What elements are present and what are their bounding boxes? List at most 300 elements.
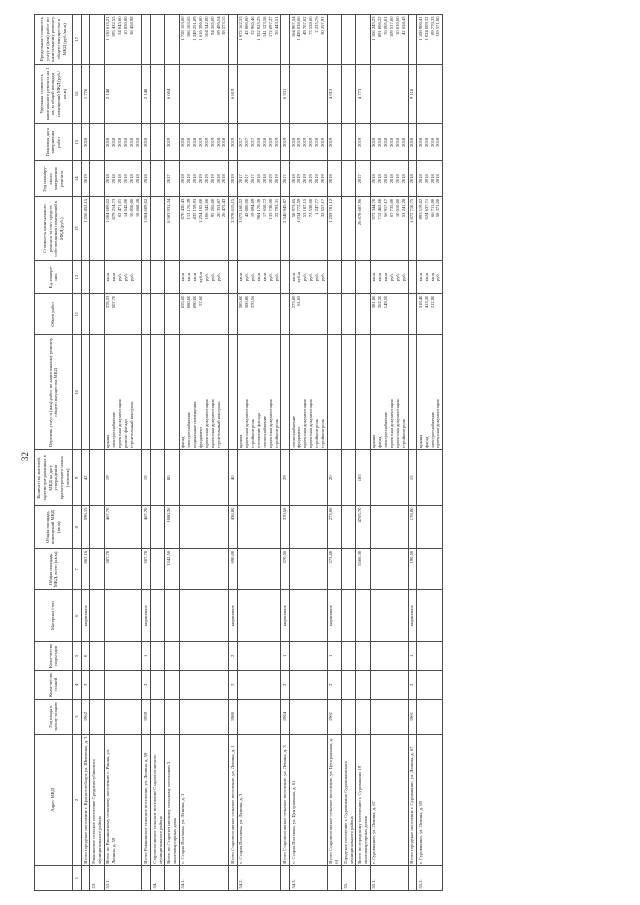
row-residents bbox=[416, 450, 442, 506]
row-work-types-line: проектная документация bbox=[203, 399, 209, 448]
row-work-types-line: фундамент bbox=[296, 426, 302, 448]
row-max-cost-line: 94 265,00 bbox=[209, 16, 215, 35]
row-unit bbox=[408, 261, 416, 294]
row-premises-area: 178,80 bbox=[408, 506, 416, 549]
row-plan-year bbox=[281, 161, 289, 197]
row-address: Итого городское поселение г. Суровикино, ул. Ленина, д. 67 bbox=[408, 734, 416, 866]
row-work-types-line: проектная документация bbox=[389, 399, 395, 448]
row-year bbox=[150, 699, 164, 734]
row-work-types-line: кровля bbox=[238, 434, 244, 448]
row-work-types bbox=[327, 335, 341, 450]
row-work-types-line: фасад bbox=[377, 436, 383, 448]
row-entrances bbox=[416, 641, 442, 670]
header-cell: Год ввода в эксплу-атацию bbox=[35, 699, 73, 734]
row-cost-line: 20 353,87 bbox=[215, 198, 221, 218]
row-volume bbox=[229, 294, 237, 335]
row-residents bbox=[289, 450, 327, 506]
row-end-date-line: 2019 bbox=[319, 137, 325, 147]
row-unit-line: кв.м bbox=[377, 272, 383, 282]
row-work-types-line: теплоснабжение bbox=[261, 415, 267, 448]
row-unit-line: руб. bbox=[244, 273, 250, 282]
row-max-cost-line: 54 045,00 bbox=[117, 16, 123, 35]
row-volume-line: 507,70 bbox=[111, 295, 117, 309]
row-plan-year bbox=[81, 161, 89, 197]
row-total-area bbox=[416, 549, 442, 590]
row-entrances: 1 bbox=[408, 641, 416, 670]
row-volume-line: 500,80 bbox=[244, 295, 250, 309]
row-max-cost bbox=[165, 15, 179, 65]
row-work-types-line: проектная документация bbox=[302, 399, 308, 448]
row-unit-cost: 6 331 bbox=[281, 64, 289, 124]
row-end-date-line: 2018 bbox=[180, 137, 186, 147]
row-plan-year bbox=[150, 161, 164, 197]
row-year bbox=[237, 699, 281, 734]
row-max-cost bbox=[341, 15, 355, 65]
row-plan-year-line: 2018 bbox=[122, 174, 128, 184]
row-address: с. Старая Полтавка, ул. Ленина, д. 1 bbox=[179, 734, 229, 866]
row-residents: 20 bbox=[327, 450, 341, 506]
row-max-cost-line: 109 517,00 bbox=[389, 16, 395, 38]
table-row bbox=[150, 15, 164, 891]
row-total-area: 370,56 bbox=[281, 549, 289, 590]
row-total-area: 1342,56 bbox=[165, 549, 179, 590]
row-max-cost bbox=[370, 15, 408, 65]
row-wall-material bbox=[370, 590, 408, 641]
row-max-cost bbox=[90, 15, 104, 65]
row-wall-material bbox=[165, 590, 179, 641]
row-entrances bbox=[150, 641, 164, 670]
row-plan-year-line: 2018 bbox=[417, 174, 423, 184]
row-end-date bbox=[229, 124, 237, 161]
row-cost-line: 984 170,30 bbox=[256, 198, 262, 220]
row-address: с. Старая Полтавка, ул. Ленина, д. 3 bbox=[237, 734, 281, 866]
row-premises-area: 273,00 bbox=[327, 506, 341, 549]
row-unit-cost bbox=[150, 64, 164, 124]
table-row bbox=[327, 15, 341, 891]
row-end-date bbox=[104, 124, 142, 161]
row-premises-area bbox=[179, 506, 229, 549]
row-volume-line: 378,53 bbox=[105, 295, 111, 309]
table-row bbox=[370, 15, 408, 891]
row-work-types-line: стройконтроль bbox=[273, 419, 279, 448]
row-end-date-line: 2018 bbox=[261, 137, 267, 147]
row-end-date-line: 2018 bbox=[105, 137, 111, 147]
row-max-cost-line: 76 005,01 bbox=[383, 16, 389, 35]
row-wall-material: кирпичное bbox=[408, 590, 416, 641]
row-cost-line: 972 344,70 bbox=[371, 198, 377, 220]
row-plan-year bbox=[341, 161, 355, 197]
row-total-area: 867,16 bbox=[81, 549, 89, 590]
row-max-cost-line: 30 257,91 bbox=[319, 16, 325, 35]
row-number bbox=[165, 866, 179, 891]
header-cell: Предельная стоимость услуг и (или) работ по капитальному ремонту общего имущества в МКД (руб./кв.м) bbox=[35, 15, 73, 65]
row-unit-cost bbox=[341, 64, 355, 124]
table-row bbox=[229, 15, 237, 891]
row-max-cost bbox=[408, 15, 416, 65]
row-cost-line: 95 265,00 bbox=[209, 198, 215, 218]
row-end-date-line: 2018 bbox=[377, 137, 383, 147]
row-cost-line: 18 668,28 bbox=[134, 198, 140, 218]
row-volume bbox=[416, 294, 442, 335]
row-cost bbox=[289, 197, 327, 261]
row-plan-year-line: 2019 bbox=[302, 174, 308, 184]
row-work-types-line: теплоснабжение bbox=[290, 415, 296, 448]
table-row bbox=[90, 15, 104, 891]
row-cost-line: 17 658,72 bbox=[261, 198, 267, 218]
column-number: 7 bbox=[72, 549, 81, 590]
row-residents bbox=[90, 450, 104, 506]
row-unit-line: руб. bbox=[267, 273, 273, 282]
row-end-date-line: 2018 bbox=[383, 137, 389, 147]
row-cost-line: 26 475,43 bbox=[221, 198, 227, 218]
row-end-date-line: 2019 bbox=[282, 137, 288, 147]
row-work-types-line: фасад bbox=[180, 436, 186, 448]
row-cost bbox=[281, 197, 289, 261]
row-unit-cost: 1 776 bbox=[81, 64, 89, 124]
row-end-date-line: 2019 bbox=[302, 137, 308, 147]
table-row bbox=[341, 15, 355, 891]
row-cost-line: 1 259 781,12 bbox=[328, 198, 334, 223]
row-end-date bbox=[90, 124, 104, 161]
row-volume-line: 149,50 bbox=[383, 295, 389, 309]
row-address: Всего по Старополтавскому сельскому поселению 3 многоквартирных дома bbox=[165, 734, 179, 866]
row-floors bbox=[341, 670, 355, 699]
row-unit-line: руб. bbox=[435, 273, 441, 282]
row-max-cost-line: 42 000,00 bbox=[244, 16, 250, 35]
row-max-cost-line: 891 006,22 bbox=[377, 16, 383, 38]
row-cost-line: 893 119,02 bbox=[417, 198, 423, 220]
row-address: Старополтавское сельское поселение Старополтавского муниципального района bbox=[150, 734, 164, 866]
row-end-date bbox=[237, 124, 281, 161]
row-cost bbox=[237, 197, 281, 261]
row-unit-cost bbox=[179, 64, 229, 124]
row-floors: 2 bbox=[142, 670, 150, 699]
row-premises-area bbox=[341, 506, 355, 549]
row-volume bbox=[90, 294, 104, 335]
header-cell: Общая площадь помещений МКД (кв.м) bbox=[35, 506, 73, 549]
row-work-types-line: крыша bbox=[417, 434, 423, 448]
column-number: 9 bbox=[72, 450, 81, 506]
row-year: 1961 bbox=[327, 699, 341, 734]
row-cost-line: 58 973,65 bbox=[290, 198, 296, 218]
row-unit-line: руб. bbox=[203, 273, 209, 282]
row-entrances: 0 bbox=[81, 641, 89, 670]
row-volume bbox=[81, 294, 89, 335]
row-end-date-line: 2018 bbox=[429, 137, 435, 147]
row-entrances bbox=[237, 641, 281, 670]
row-unit-line: руб. bbox=[394, 273, 400, 282]
row-number bbox=[229, 866, 237, 891]
table-body bbox=[81, 15, 442, 891]
row-end-date-line: 2018 bbox=[389, 137, 395, 147]
row-residents: 80 bbox=[165, 450, 179, 506]
row-residents bbox=[237, 450, 281, 506]
row-year bbox=[104, 699, 142, 734]
row-max-cost bbox=[142, 15, 150, 65]
row-cost-line: 6 583 931,34 bbox=[165, 198, 171, 223]
row-total-area: 273,00 bbox=[327, 549, 341, 590]
row-unit-line: кв.м bbox=[105, 272, 111, 282]
row-wall-material: кирпичное bbox=[327, 590, 341, 641]
row-unit-line: куб.м bbox=[197, 271, 203, 283]
row-plan-year-line: 2018 bbox=[261, 174, 267, 184]
row-end-date-line: 2019 bbox=[165, 137, 171, 147]
row-plan-year bbox=[179, 161, 229, 197]
row-volume-line: 370,56 bbox=[250, 295, 256, 309]
row-plan-year bbox=[289, 161, 327, 197]
row-address: Итого Старополтавское сельское поселение, ул. Ленина, д. 1 bbox=[229, 734, 237, 866]
row-plan-year-line: 2018 bbox=[389, 174, 395, 184]
row-max-cost-line: 38 458,98 bbox=[128, 16, 134, 35]
row-plan-year-line: 2018 bbox=[409, 174, 415, 184]
row-wall-material: кирпичное bbox=[229, 590, 237, 641]
row-number bbox=[142, 866, 150, 891]
row-premises-area bbox=[237, 506, 281, 549]
row-wall-material bbox=[341, 590, 355, 641]
row-cost-line: 14 045,00 bbox=[122, 198, 128, 218]
row-cost-line: 1 550 452,15 bbox=[82, 198, 88, 223]
row-work-types-line: проектная документация bbox=[394, 399, 400, 448]
row-plan-year-line: 2018 bbox=[435, 174, 441, 184]
row-plan-year-line: 2018 bbox=[134, 174, 140, 184]
row-floors bbox=[150, 670, 164, 699]
row-unit-line: руб. bbox=[128, 273, 134, 282]
row-entrances bbox=[165, 641, 179, 670]
row-address: с. Старая Полтавка, ул. Центральная, д. 61 bbox=[289, 734, 327, 866]
row-unit-line: куб.м bbox=[296, 271, 302, 283]
row-total-area bbox=[90, 549, 104, 590]
table-row bbox=[416, 15, 442, 891]
row-unit bbox=[416, 261, 442, 294]
row-end-date bbox=[150, 124, 164, 161]
row-number bbox=[281, 866, 289, 891]
row-cost bbox=[370, 197, 408, 261]
row-volume-line: 61,65 bbox=[296, 295, 302, 306]
row-max-cost-line: 1 073 162,55 bbox=[238, 16, 244, 41]
row-entrances bbox=[370, 641, 408, 670]
row-volume bbox=[142, 294, 150, 335]
row-plan-year bbox=[104, 161, 142, 197]
row-work-types-line: стройконтроль bbox=[314, 419, 320, 448]
row-end-date-line: 2019 bbox=[308, 137, 314, 147]
row-unit-cost bbox=[416, 64, 442, 124]
row-work-types-line: крыша bbox=[105, 434, 111, 448]
row-floors bbox=[179, 670, 229, 699]
row-volume bbox=[281, 294, 289, 335]
row-max-cost-line: 104 342,00 bbox=[203, 16, 209, 38]
row-work-types-line: проектная документация bbox=[267, 399, 273, 448]
table-row bbox=[104, 15, 142, 891]
row-cost-line: 1 004 609,02 bbox=[105, 198, 111, 223]
row-floors: 2 bbox=[281, 670, 289, 699]
row-cost bbox=[341, 197, 355, 261]
row-volume-line: 57,60 bbox=[197, 295, 203, 306]
row-residents: 29 bbox=[281, 450, 289, 506]
column-number: 15 bbox=[72, 124, 81, 161]
column-number: 13 bbox=[72, 197, 81, 261]
row-wall-material bbox=[416, 590, 442, 641]
row-wall-material bbox=[289, 590, 327, 641]
row-cost-line: 1 247,77 bbox=[314, 198, 320, 215]
row-wall-material bbox=[150, 590, 164, 641]
column-number: 16 bbox=[72, 64, 81, 124]
row-volume bbox=[408, 294, 416, 335]
row-end-date-line: 2018 bbox=[128, 137, 134, 147]
row-plan-year-line: 2017 bbox=[165, 174, 171, 184]
column-number: 10 bbox=[72, 335, 81, 450]
row-residents bbox=[150, 450, 164, 506]
row-unit-cost: 6 819 bbox=[229, 64, 237, 124]
column-number: 2 bbox=[72, 734, 81, 866]
row-end-date bbox=[408, 124, 416, 161]
row-floors bbox=[165, 670, 179, 699]
row-unit-line: кв.м bbox=[423, 272, 429, 282]
row-volume bbox=[179, 294, 229, 335]
row-year: 1980 bbox=[229, 699, 237, 734]
row-plan-year-line: 2018 bbox=[105, 174, 111, 184]
table-row bbox=[408, 15, 416, 891]
row-entrances bbox=[341, 641, 355, 670]
row-volume bbox=[289, 294, 327, 335]
row-cost-line: 1 004 609,02 bbox=[143, 198, 149, 223]
row-max-cost bbox=[237, 15, 281, 65]
row-premises-area bbox=[416, 506, 442, 549]
column-number: 3 bbox=[72, 699, 81, 734]
row-max-cost-line: 89 770,33 bbox=[429, 16, 435, 35]
row-max-cost bbox=[229, 15, 237, 65]
row-unit-line: кв.м bbox=[383, 272, 389, 282]
row-max-cost-line: 1 024 009,32 bbox=[423, 16, 429, 41]
row-volume-line: 381,00 bbox=[371, 295, 377, 309]
row-max-cost bbox=[289, 15, 327, 65]
row-premises-area bbox=[370, 506, 408, 549]
row-max-cost bbox=[327, 15, 341, 65]
row-unit bbox=[142, 261, 150, 294]
header-cell bbox=[35, 866, 73, 891]
row-volume-line: 318,40 bbox=[417, 295, 423, 309]
row-end-date-line: 2019 bbox=[267, 137, 273, 147]
row-residents: 185 bbox=[356, 450, 370, 506]
row-end-date-line: 2018 bbox=[111, 137, 117, 147]
row-entrances: 1 bbox=[327, 641, 341, 670]
row-floors: 2 bbox=[408, 670, 416, 699]
row-work-types bbox=[142, 335, 150, 450]
row-number: 53.1. bbox=[104, 866, 142, 891]
row-unit-line: руб. bbox=[302, 273, 308, 282]
row-cost bbox=[408, 197, 416, 261]
row-cost-line: 135 738,00 bbox=[267, 198, 273, 220]
row-unit-cost: 2 148 bbox=[104, 64, 142, 124]
row-work-types-line: электроснабжение bbox=[383, 411, 389, 448]
row-wall-material bbox=[179, 590, 229, 641]
row-plan-year-line: 2018 bbox=[128, 174, 134, 184]
row-unit bbox=[179, 261, 229, 294]
row-floors bbox=[237, 670, 281, 699]
page-number: 32 bbox=[20, 452, 30, 461]
row-unit bbox=[327, 261, 341, 294]
row-volume-line: 680,00 bbox=[186, 295, 192, 309]
row-residents bbox=[370, 450, 408, 506]
row-volume-line: 273,00 bbox=[290, 295, 296, 309]
row-plan-year-line: 2019 bbox=[209, 174, 215, 184]
row-premises-area bbox=[90, 506, 104, 549]
row-end-date bbox=[281, 124, 289, 161]
row-unit-cost bbox=[289, 64, 327, 124]
column-number-row bbox=[72, 15, 81, 891]
column-number: 8 bbox=[72, 506, 81, 549]
row-work-types-line: электроснабжение bbox=[429, 411, 435, 448]
row-floors: 2 bbox=[327, 670, 341, 699]
row-total-area: 190,50 bbox=[408, 549, 416, 590]
row-floors: 2 bbox=[229, 670, 237, 699]
row-year bbox=[416, 699, 442, 734]
row-residents bbox=[179, 450, 229, 506]
repair-plan-table bbox=[34, 14, 443, 891]
row-end-date-line: 2018 bbox=[417, 137, 423, 147]
row-premises-area: 370,56 bbox=[281, 506, 289, 549]
row-work-types-line: отопление фасада bbox=[256, 413, 262, 448]
row-cost bbox=[142, 197, 150, 261]
row-end-date-line: 2018 bbox=[423, 137, 429, 147]
row-work-types bbox=[179, 335, 229, 450]
table-row bbox=[237, 15, 281, 891]
row-plan-year bbox=[165, 161, 179, 197]
row-end-date-line: 2018 bbox=[143, 137, 149, 147]
column-number: 14 bbox=[72, 161, 81, 197]
row-max-cost-line: 1 426 038,60 bbox=[296, 16, 302, 41]
row-cost-line: 19 694,09 bbox=[250, 198, 256, 218]
row-total-area bbox=[341, 549, 355, 590]
row-work-types bbox=[416, 335, 442, 450]
row-max-cost-line: 2 225,76 bbox=[314, 16, 320, 33]
row-max-cost-line: 1 352 825,25 bbox=[256, 16, 262, 41]
row-end-date-line: 2018 bbox=[256, 137, 262, 147]
row-end-date bbox=[81, 124, 89, 161]
row-floors bbox=[289, 670, 327, 699]
row-unit bbox=[150, 261, 164, 294]
row-wall-material bbox=[356, 590, 370, 641]
row-cost-line: 624 637,71 bbox=[423, 198, 429, 220]
row-plan-year bbox=[416, 161, 442, 197]
row-cost-line: 32 557,17 bbox=[319, 198, 325, 218]
row-cost-line: 56 917,17 bbox=[383, 198, 389, 218]
row-work-types bbox=[281, 335, 289, 450]
row-end-date-line: 2017 bbox=[250, 137, 256, 147]
row-total-area: 5506,30 bbox=[356, 549, 370, 590]
row-volume bbox=[150, 294, 164, 335]
row-work-types bbox=[289, 335, 327, 450]
row-work-types-line: фасад bbox=[423, 436, 429, 448]
row-floors bbox=[356, 670, 370, 699]
row-cost-line: 62 471,01 bbox=[117, 198, 123, 218]
row-plan-year bbox=[356, 161, 370, 197]
row-unit-line: кв.м bbox=[429, 272, 435, 282]
row-unit-line: кв.м bbox=[417, 272, 423, 282]
row-unit-cost bbox=[90, 64, 104, 124]
row-plan-year-line: 2018 bbox=[111, 174, 117, 184]
row-end-date-line: 2018 bbox=[215, 137, 221, 147]
row-end-date-line: 2019 bbox=[197, 137, 203, 147]
row-unit bbox=[341, 261, 355, 294]
row-number bbox=[81, 866, 89, 891]
row-floors bbox=[104, 670, 142, 699]
row-unit bbox=[104, 261, 142, 294]
row-premises-area bbox=[289, 506, 327, 549]
row-unit-line: кв.м bbox=[186, 272, 192, 282]
row-cost-line: 435 159,93 bbox=[192, 198, 198, 220]
row-work-types bbox=[341, 335, 355, 450]
row-max-cost-line: 49 707,02 bbox=[302, 16, 308, 35]
